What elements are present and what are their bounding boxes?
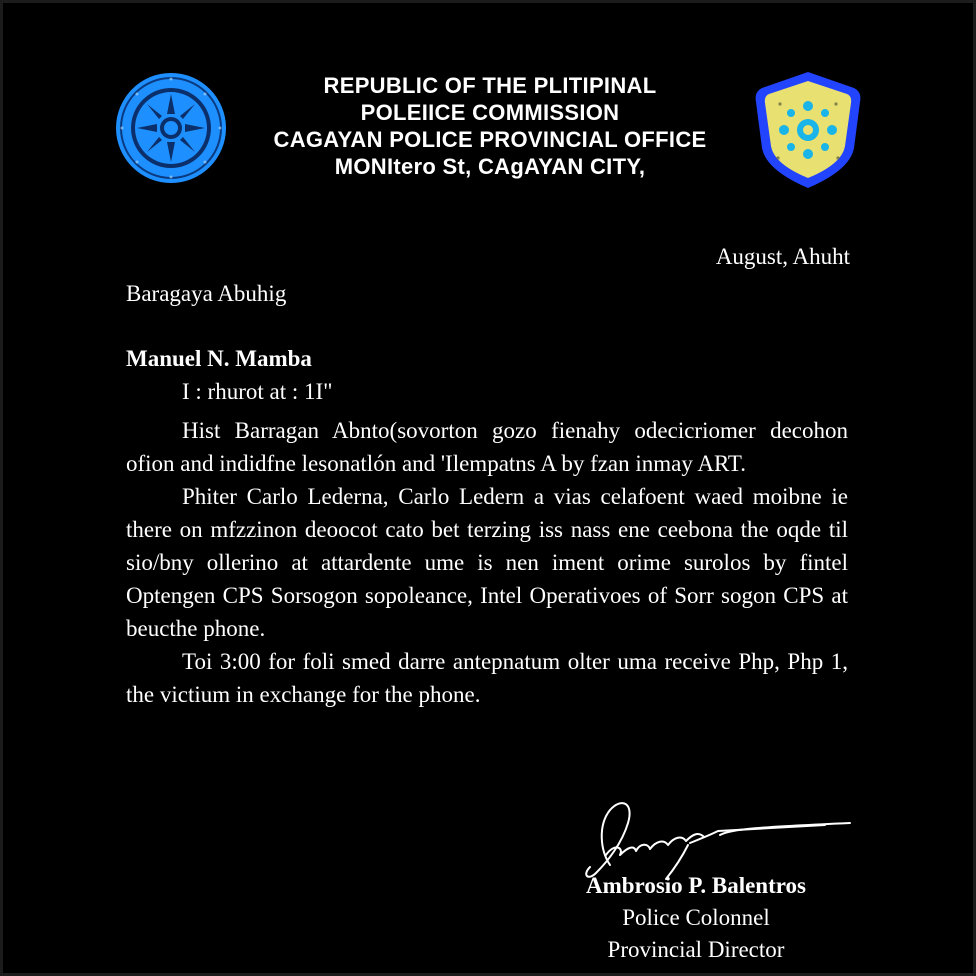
body-paragraph: Toi 3:00 for foli smed darre antepnatum olter uma receive Php, Php 1, the victium in exchange for the phone. [126, 649, 848, 707]
recipient-location: Baragaya Abuhig [126, 281, 287, 306]
body-paragraph: Phiter Carlo Lederna, Carlo Ledern a vias celafoent waed moibne ie there on mfzzinon deoocot cato bet terzing iss nass ene ceebona the oqde til sio/bny ollerino at attardente ume is nen iment orime surolos by fintel Optengen CPS Sorsogon sopoleance, Intel Operativoes of Sorr sogon CPS at beucthe phone. [126, 484, 848, 641]
letterhead-line-3: CAGAYAN POLICE PROVINCIAL OFFICE [273, 127, 707, 152]
blue-sun-seal-icon [113, 70, 229, 186]
letterhead-line-4: MONItero St, CAgAYAN CITY, [334, 154, 646, 179]
police-shield-badge-icon [750, 68, 866, 192]
subject-line: I : rhurot at : 1I" [182, 379, 333, 404]
signatory-name: Ambrosio P. Balentros [585, 873, 807, 898]
signatory-rank: Police Colonnel [622, 905, 770, 930]
letterhead-line-1: REPUBLIC OF THE PLITIPINAL [323, 73, 657, 98]
letterhead [240, 72, 740, 180]
signatory-block [556, 870, 836, 966]
body-paragraph: Hist Barragan Abnto(sovorton gozo fienahy odecicriomer decohon ofion and indidfne lesonatlón and 'Ilempatns A by fzan inmay ART. [126, 418, 848, 476]
signatory-position: Provincial Director [607, 937, 785, 962]
letter-date: August, Ahuht [715, 244, 850, 269]
letter-body [126, 414, 848, 711]
letterhead-line-2: POLEIICE COMMISSION [360, 100, 620, 125]
addressee-name: Manuel N. Mamba [126, 346, 312, 371]
